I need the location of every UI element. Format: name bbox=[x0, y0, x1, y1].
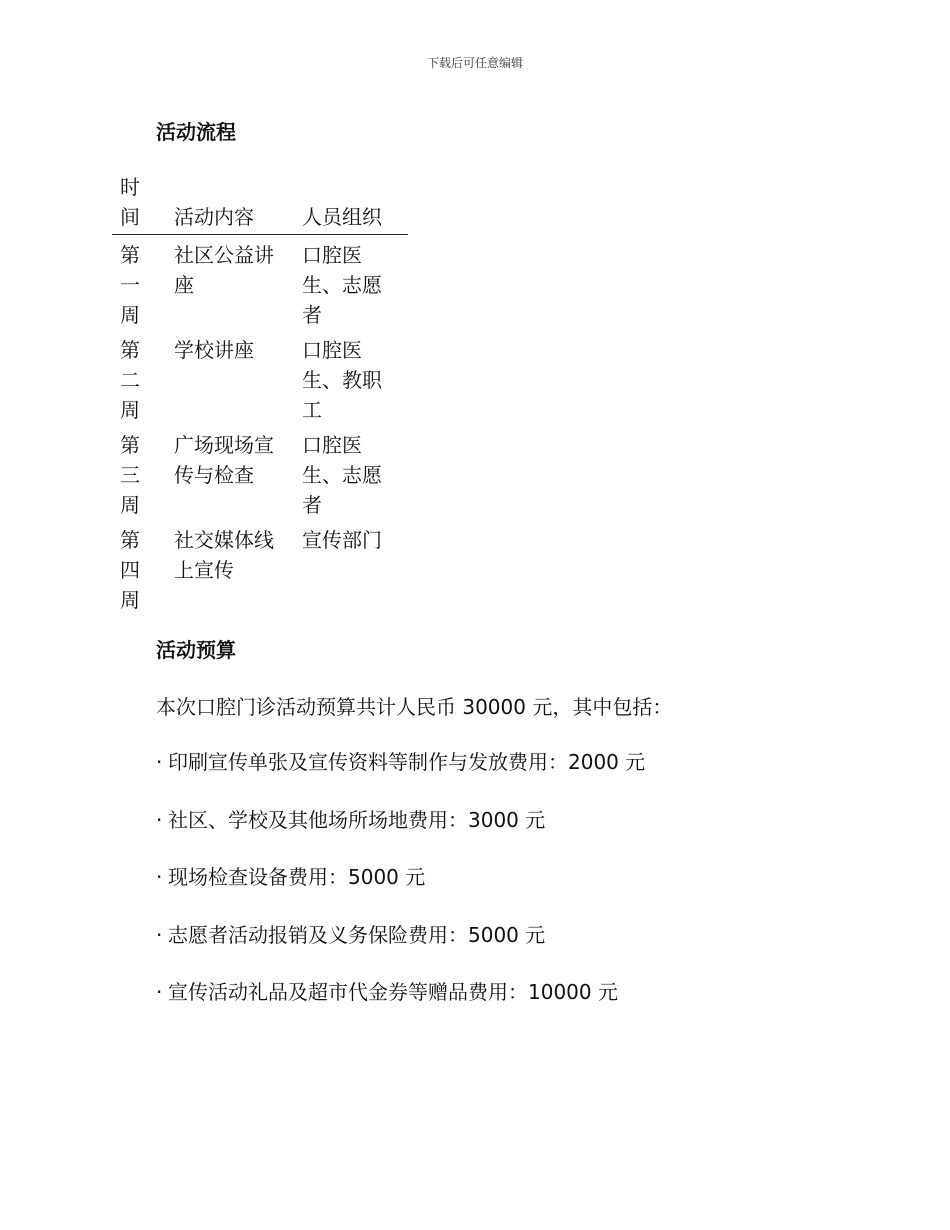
budget-intro-text: 本次口腔门诊活动预算共计人民币 30000 元，其中包括： bbox=[156, 695, 673, 719]
list-item bbox=[156, 863, 645, 921]
list-item bbox=[156, 978, 645, 1036]
cell-staff: 口腔医生、教职工 bbox=[302, 338, 382, 422]
list-item bbox=[156, 806, 645, 864]
cell-content: 社交媒体线上宣传 bbox=[174, 528, 274, 582]
bullet-icon: · bbox=[156, 807, 163, 832]
budget-item-text: 社区、学校及其他场所场地费用：3000 元 bbox=[168, 807, 546, 832]
activity-budget-heading: 活动预算 bbox=[156, 638, 236, 662]
list-item bbox=[156, 748, 645, 806]
cell-staff: 宣传部门 bbox=[302, 528, 382, 552]
header-staff: 人员组织 bbox=[302, 205, 382, 229]
table-row bbox=[112, 330, 408, 425]
table-row bbox=[112, 520, 408, 615]
bullet-icon: · bbox=[156, 750, 163, 774]
cell-content: 广场现场宣传与检查 bbox=[174, 433, 274, 487]
cell-staff: 口腔医生、志愿者 bbox=[302, 243, 382, 327]
budget-items-list bbox=[156, 748, 645, 1036]
table-header-row bbox=[112, 172, 408, 235]
table-row bbox=[112, 425, 408, 520]
cell-time: 第二周 bbox=[120, 338, 140, 422]
bullet-icon: · bbox=[156, 980, 163, 1004]
budget-item-text: 宣传活动礼品及超市代金券等赠品费用：10000 元 bbox=[168, 980, 618, 1004]
cell-time: 第四周 bbox=[120, 528, 140, 612]
list-item bbox=[156, 921, 645, 979]
activity-flow-heading: 活动流程 bbox=[156, 120, 236, 144]
cell-time: 第三周 bbox=[120, 433, 140, 517]
budget-item-text: 现场检查设备费用：5000 元 bbox=[168, 865, 426, 889]
table-row bbox=[112, 235, 408, 331]
bullet-icon: · bbox=[156, 922, 163, 947]
bullet-icon: · bbox=[156, 865, 163, 889]
header-time: 时间 bbox=[120, 175, 140, 229]
budget-item-text: 志愿者活动报销及义务保险费用：5000 元 bbox=[168, 922, 546, 947]
budget-item-text: 印刷宣传单张及宣传资料等制作与发放费用：2000 元 bbox=[168, 750, 646, 774]
cell-staff: 口腔医生、志愿者 bbox=[302, 433, 382, 517]
header-content: 活动内容 bbox=[174, 205, 254, 229]
page-header-note: 下载后可任意编辑 bbox=[426, 56, 523, 70]
activity-schedule-table bbox=[112, 172, 408, 615]
cell-time: 第一周 bbox=[120, 243, 140, 327]
cell-content: 学校讲座 bbox=[174, 338, 254, 362]
cell-content: 社区公益讲座 bbox=[174, 243, 274, 297]
